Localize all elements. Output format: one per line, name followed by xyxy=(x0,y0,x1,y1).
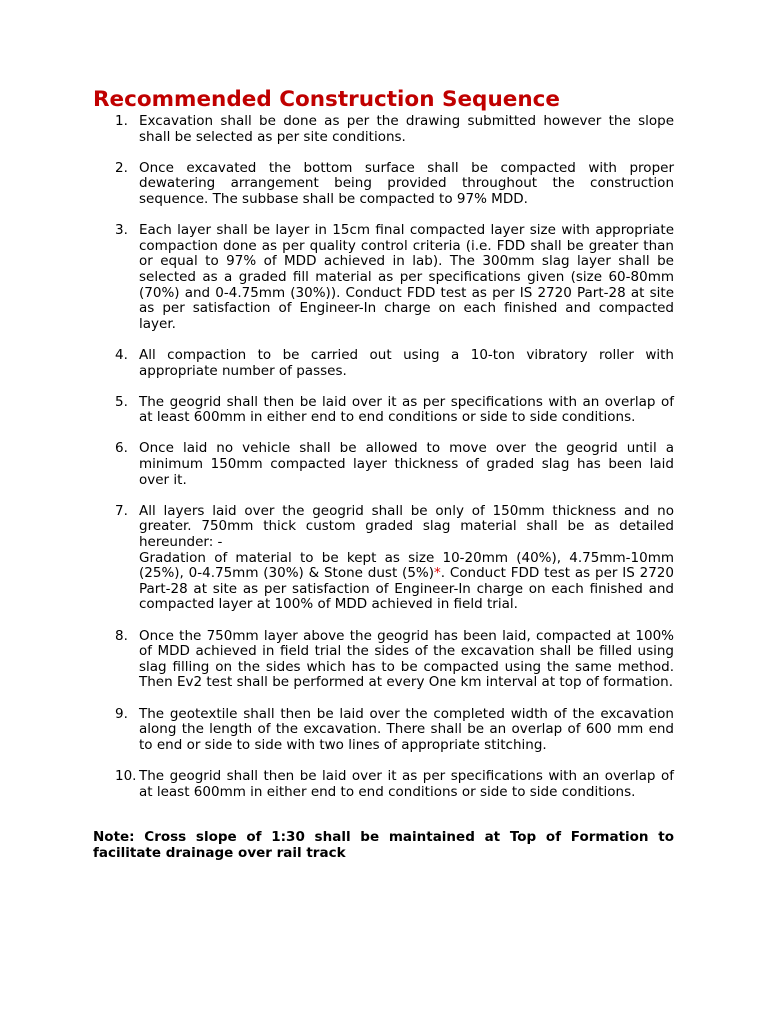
list-item-number: 7. xyxy=(115,502,128,519)
list-item-text: Excavation shall be done as per the drawing submitted however the slope shall be selected as per site conditions. xyxy=(139,113,674,145)
list-item-4 xyxy=(93,348,674,379)
list-item-number: 10. xyxy=(115,767,137,784)
list-item-10 xyxy=(93,769,674,800)
list-item-text: Once the 750mm layer above the geogrid has been laid, compacted at 100% of MDD achieved in field trial the sides of the excavation shall be filled using slag filling on the sides which has to be compacted using the same method. Then Ev2 test shall be performed at every One km interval at top of formation. xyxy=(139,627,674,691)
construction-sequence-list xyxy=(93,114,674,800)
list-item-2 xyxy=(93,161,674,208)
list-item-text: All layers laid over the geogrid shall be only of 150mm thickness and no greater. 750mm thick custom graded slag material shall be as detailed hereunder: - xyxy=(139,502,674,551)
list-item-text: The geogrid shall then be laid over it as per specifications with an overlap of at least 600mm in either end to end conditions or side to side conditions. xyxy=(139,393,674,426)
list-item-8 xyxy=(93,629,674,691)
list-item-1 xyxy=(93,114,674,145)
list-item-text: Once excavated the bottom surface shall be compacted with proper dewatering arrangement being provided throughout the construction sequence. The subbase shall be compacted to 97% MDD. xyxy=(139,159,674,207)
list-item-number: 8. xyxy=(115,627,128,644)
list-item-6 xyxy=(93,441,674,488)
document-page xyxy=(93,86,674,875)
gradation-text-cont: . Conduct FDD test as per IS 2720 Part-28 at site as per satisfaction of Engineer-In charge on each finished and compacted layer at 100% of MDD achieved in field trial. xyxy=(139,565,674,613)
list-item-9 xyxy=(93,707,674,754)
list-item-number: 3. xyxy=(115,222,128,239)
list-item-number: 2. xyxy=(115,159,128,176)
list-item-text: Each layer shall be layer in 15cm final compacted layer size with appropriate compaction done as per quality control criteria (i.e. FDD shall be greater than or equal to 97% of MDD achieved in lab). The 300mm slag layer shall be selected as a graded fill material as per specifications given (size 60-80mm (70%) and 0-4.75mm (30%)). Conduct FDD test as per IS 2720 Part-28 at site as per satisfaction of Engineer-In charge on each finished and compacted layer. xyxy=(139,222,674,332)
gradation-paragraph xyxy=(139,551,674,613)
drainage-note: Note: Cross slope of 1:30 shall be maintained at Top of Formation to facilitate drainage over rail track xyxy=(93,829,674,861)
gradation-text: Gradation of material to be kept as size 10-20mm (40%), 4.75mm-10mm (25%), 0-4.75mm (30%) & Stone dust (5%) xyxy=(139,549,674,582)
list-item-text: The geogrid shall then be laid over it as per specifications with an overlap of at least 600mm in either end to end conditions or side to side conditions. xyxy=(139,767,674,800)
list-item-number: 1. xyxy=(115,113,128,129)
page-title: Recommended Construction Sequence xyxy=(93,87,560,112)
list-item-7 xyxy=(93,504,674,613)
list-item-number: 5. xyxy=(115,393,128,410)
list-item-text: Once laid no vehicle shall be allowed to move over the geogrid until a minimum 150mm compacted layer thickness of graded slag has been laid over it. xyxy=(139,440,674,488)
list-item-number: 9. xyxy=(115,705,128,722)
list-item-3 xyxy=(93,223,674,332)
list-item-number: 6. xyxy=(115,440,128,457)
list-item-text: The geotextile shall then be laid over the completed width of the excavation along the length of the excavation. There shall be an overlap of 600 mm end to end or side to side with two lines of appropriate stitching. xyxy=(139,705,674,753)
asterisk-mark: * xyxy=(434,565,441,582)
list-item-text: All compaction to be carried out using a 10-ton vibratory roller with appropriate number of passes. xyxy=(139,346,674,379)
list-item-5 xyxy=(93,395,674,426)
list-item-number: 4. xyxy=(115,346,128,363)
